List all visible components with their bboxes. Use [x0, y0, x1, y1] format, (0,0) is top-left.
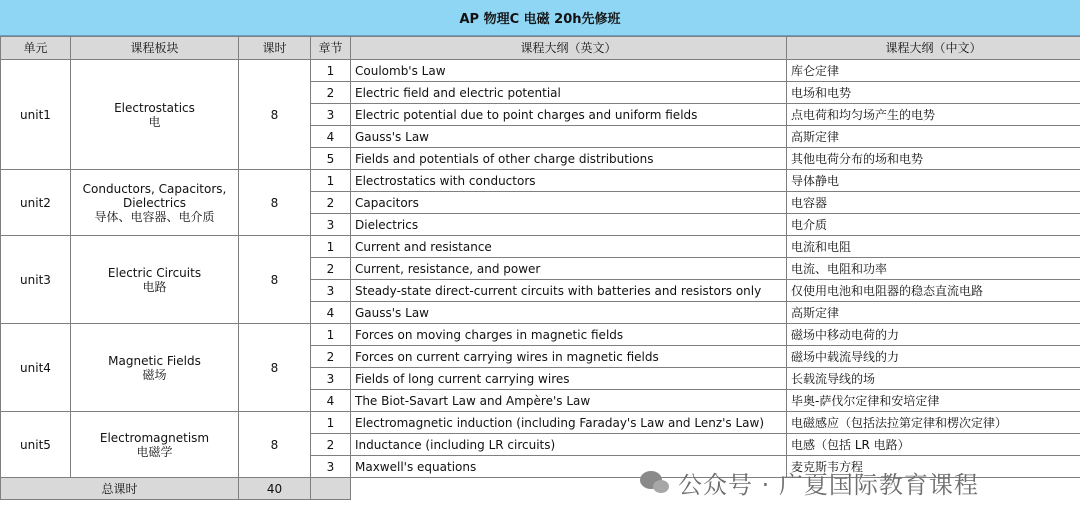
header-outline-en: 课程大纲（英文）: [351, 37, 787, 60]
outline-zh: 电容器: [787, 192, 1080, 214]
chapter-number: 4: [311, 302, 351, 324]
outline-zh: 电磁感应（包括法拉第定律和楞次定律）: [787, 412, 1080, 434]
outline-en: Fields and potentials of other charge distributions: [351, 148, 787, 170]
table-row: [1, 412, 1080, 434]
watermark-text: 公众号 · 广夏国际教育课程: [678, 470, 979, 499]
outline-en: Current, resistance, and power: [351, 258, 787, 280]
chapter-number: 4: [311, 390, 351, 412]
hours-cell: 8: [239, 412, 311, 478]
page-title: AP 物理C 电磁 20h先修班: [0, 0, 1080, 36]
outline-zh: 高斯定律: [787, 126, 1080, 148]
outline-zh: 库仑定律: [787, 60, 1080, 82]
header-chapter: 章节: [311, 37, 351, 60]
chapter-number: 2: [311, 258, 351, 280]
header-hours: 课时: [239, 37, 311, 60]
outline-zh: 电场和电势: [787, 82, 1080, 104]
outline-zh: 电流、电阻和功率: [787, 258, 1080, 280]
module-line: 电路: [142, 279, 167, 294]
chapter-number: 3: [311, 104, 351, 126]
module-line: 电磁学: [136, 444, 173, 459]
table-row: [1, 60, 1080, 82]
watermark: [640, 464, 1060, 500]
table-row: [1, 236, 1080, 258]
outline-en: Forces on current carrying wires in magnetic fields: [351, 346, 787, 368]
module-cell: [71, 60, 239, 170]
outline-en: The Biot-Savart Law and Ampère's Law: [351, 390, 787, 412]
total-hours: 40: [239, 478, 311, 500]
chapter-number: 1: [311, 236, 351, 258]
outline-zh: 麦克斯韦方程: [787, 456, 1080, 478]
total-label: 总课时: [1, 478, 239, 500]
outline-en: Gauss's Law: [351, 302, 787, 324]
header-row: [1, 37, 1080, 60]
outline-en: Fields of long current carrying wires: [351, 368, 787, 390]
outline-zh: 其他电荷分布的场和电势: [787, 148, 1080, 170]
outline-zh: 仅使用电池和电阻器的稳态直流电路: [787, 280, 1080, 302]
outline-zh: 磁场中载流导线的力: [787, 346, 1080, 368]
outline-en: Electrostatics with conductors: [351, 170, 787, 192]
module-line: Dielectrics: [122, 195, 187, 210]
unit-cell: unit1: [1, 60, 71, 170]
unit-cell: unit2: [1, 170, 71, 236]
table-row: [1, 324, 1080, 346]
module-line: Electric Circuits: [107, 265, 202, 280]
outline-en: Coulomb's Law: [351, 60, 787, 82]
chapter-number: 2: [311, 434, 351, 456]
outline-en: Electric field and electric potential: [351, 82, 787, 104]
outline-zh: 长载流导线的场: [787, 368, 1080, 390]
module-cell: [71, 170, 239, 236]
outline-en: Electric potential due to point charges and uniform fields: [351, 104, 787, 126]
hours-cell: 8: [239, 324, 311, 412]
module-line: Conductors, Capacitors,: [82, 181, 227, 196]
chapter-number: 1: [311, 60, 351, 82]
outline-en: Forces on moving charges in magnetic fields: [351, 324, 787, 346]
outline-en: Maxwell's equations: [351, 456, 787, 478]
outline-en: Capacitors: [351, 192, 787, 214]
outline-en: Steady-state direct-current circuits with batteries and resistors only: [351, 280, 787, 302]
module-line: 导体、电容器、电介质: [94, 209, 215, 224]
module-cell: [71, 236, 239, 324]
module-line: Electrostatics: [114, 100, 195, 115]
header-module: 课程板块: [71, 37, 239, 60]
chapter-number: 2: [311, 346, 351, 368]
unit-cell: unit3: [1, 236, 71, 324]
outline-zh: 高斯定律: [787, 302, 1080, 324]
outline-en: Dielectrics: [351, 214, 787, 236]
chapter-number: 4: [311, 126, 351, 148]
chapter-number: 3: [311, 368, 351, 390]
table-row: [1, 170, 1080, 192]
chapter-number: 3: [311, 214, 351, 236]
hours-cell: 8: [239, 60, 311, 170]
chapter-number: 1: [311, 412, 351, 434]
outline-zh: 电感（包括 LR 电路）: [787, 434, 1080, 456]
header-unit: 单元: [1, 37, 71, 60]
outline-zh: 电流和电阻: [787, 236, 1080, 258]
chapter-number: 2: [311, 82, 351, 104]
chapter-number: 1: [311, 170, 351, 192]
module-line: 磁场: [142, 367, 167, 382]
hours-cell: 8: [239, 236, 311, 324]
outline-en: Electromagnetic induction (including Faraday's Law and Lenz's Law): [351, 412, 787, 434]
outline-en: Gauss's Law: [351, 126, 787, 148]
outline-zh: 磁场中移动电荷的力: [787, 324, 1080, 346]
unit-cell: unit5: [1, 412, 71, 478]
total-filler: [311, 478, 351, 500]
module-line: Electromagnetism: [99, 430, 210, 445]
header-outline-zh: 课程大纲（中文）: [787, 37, 1080, 60]
outline-zh: 导体静电: [787, 170, 1080, 192]
module-line: 电: [148, 114, 161, 129]
module-line: Magnetic Fields: [108, 353, 201, 368]
unit-cell: unit4: [1, 324, 71, 412]
chapter-number: 3: [311, 456, 351, 478]
hours-cell: 8: [239, 170, 311, 236]
outline-zh: 点电荷和均匀场产生的电势: [787, 104, 1080, 126]
wechat-icon: [640, 469, 670, 495]
chapter-number: 3: [311, 280, 351, 302]
chapter-number: 2: [311, 192, 351, 214]
chapter-number: 5: [311, 148, 351, 170]
curriculum-table: [0, 36, 1080, 500]
module-cell: [71, 324, 239, 412]
outline-en: Current and resistance: [351, 236, 787, 258]
outline-zh: 毕奥-萨伐尔定律和安培定律: [787, 390, 1080, 412]
outline-en: Inductance (including LR circuits): [351, 434, 787, 456]
chapter-number: 1: [311, 324, 351, 346]
module-cell: [71, 412, 239, 478]
outline-zh: 电介质: [787, 214, 1080, 236]
